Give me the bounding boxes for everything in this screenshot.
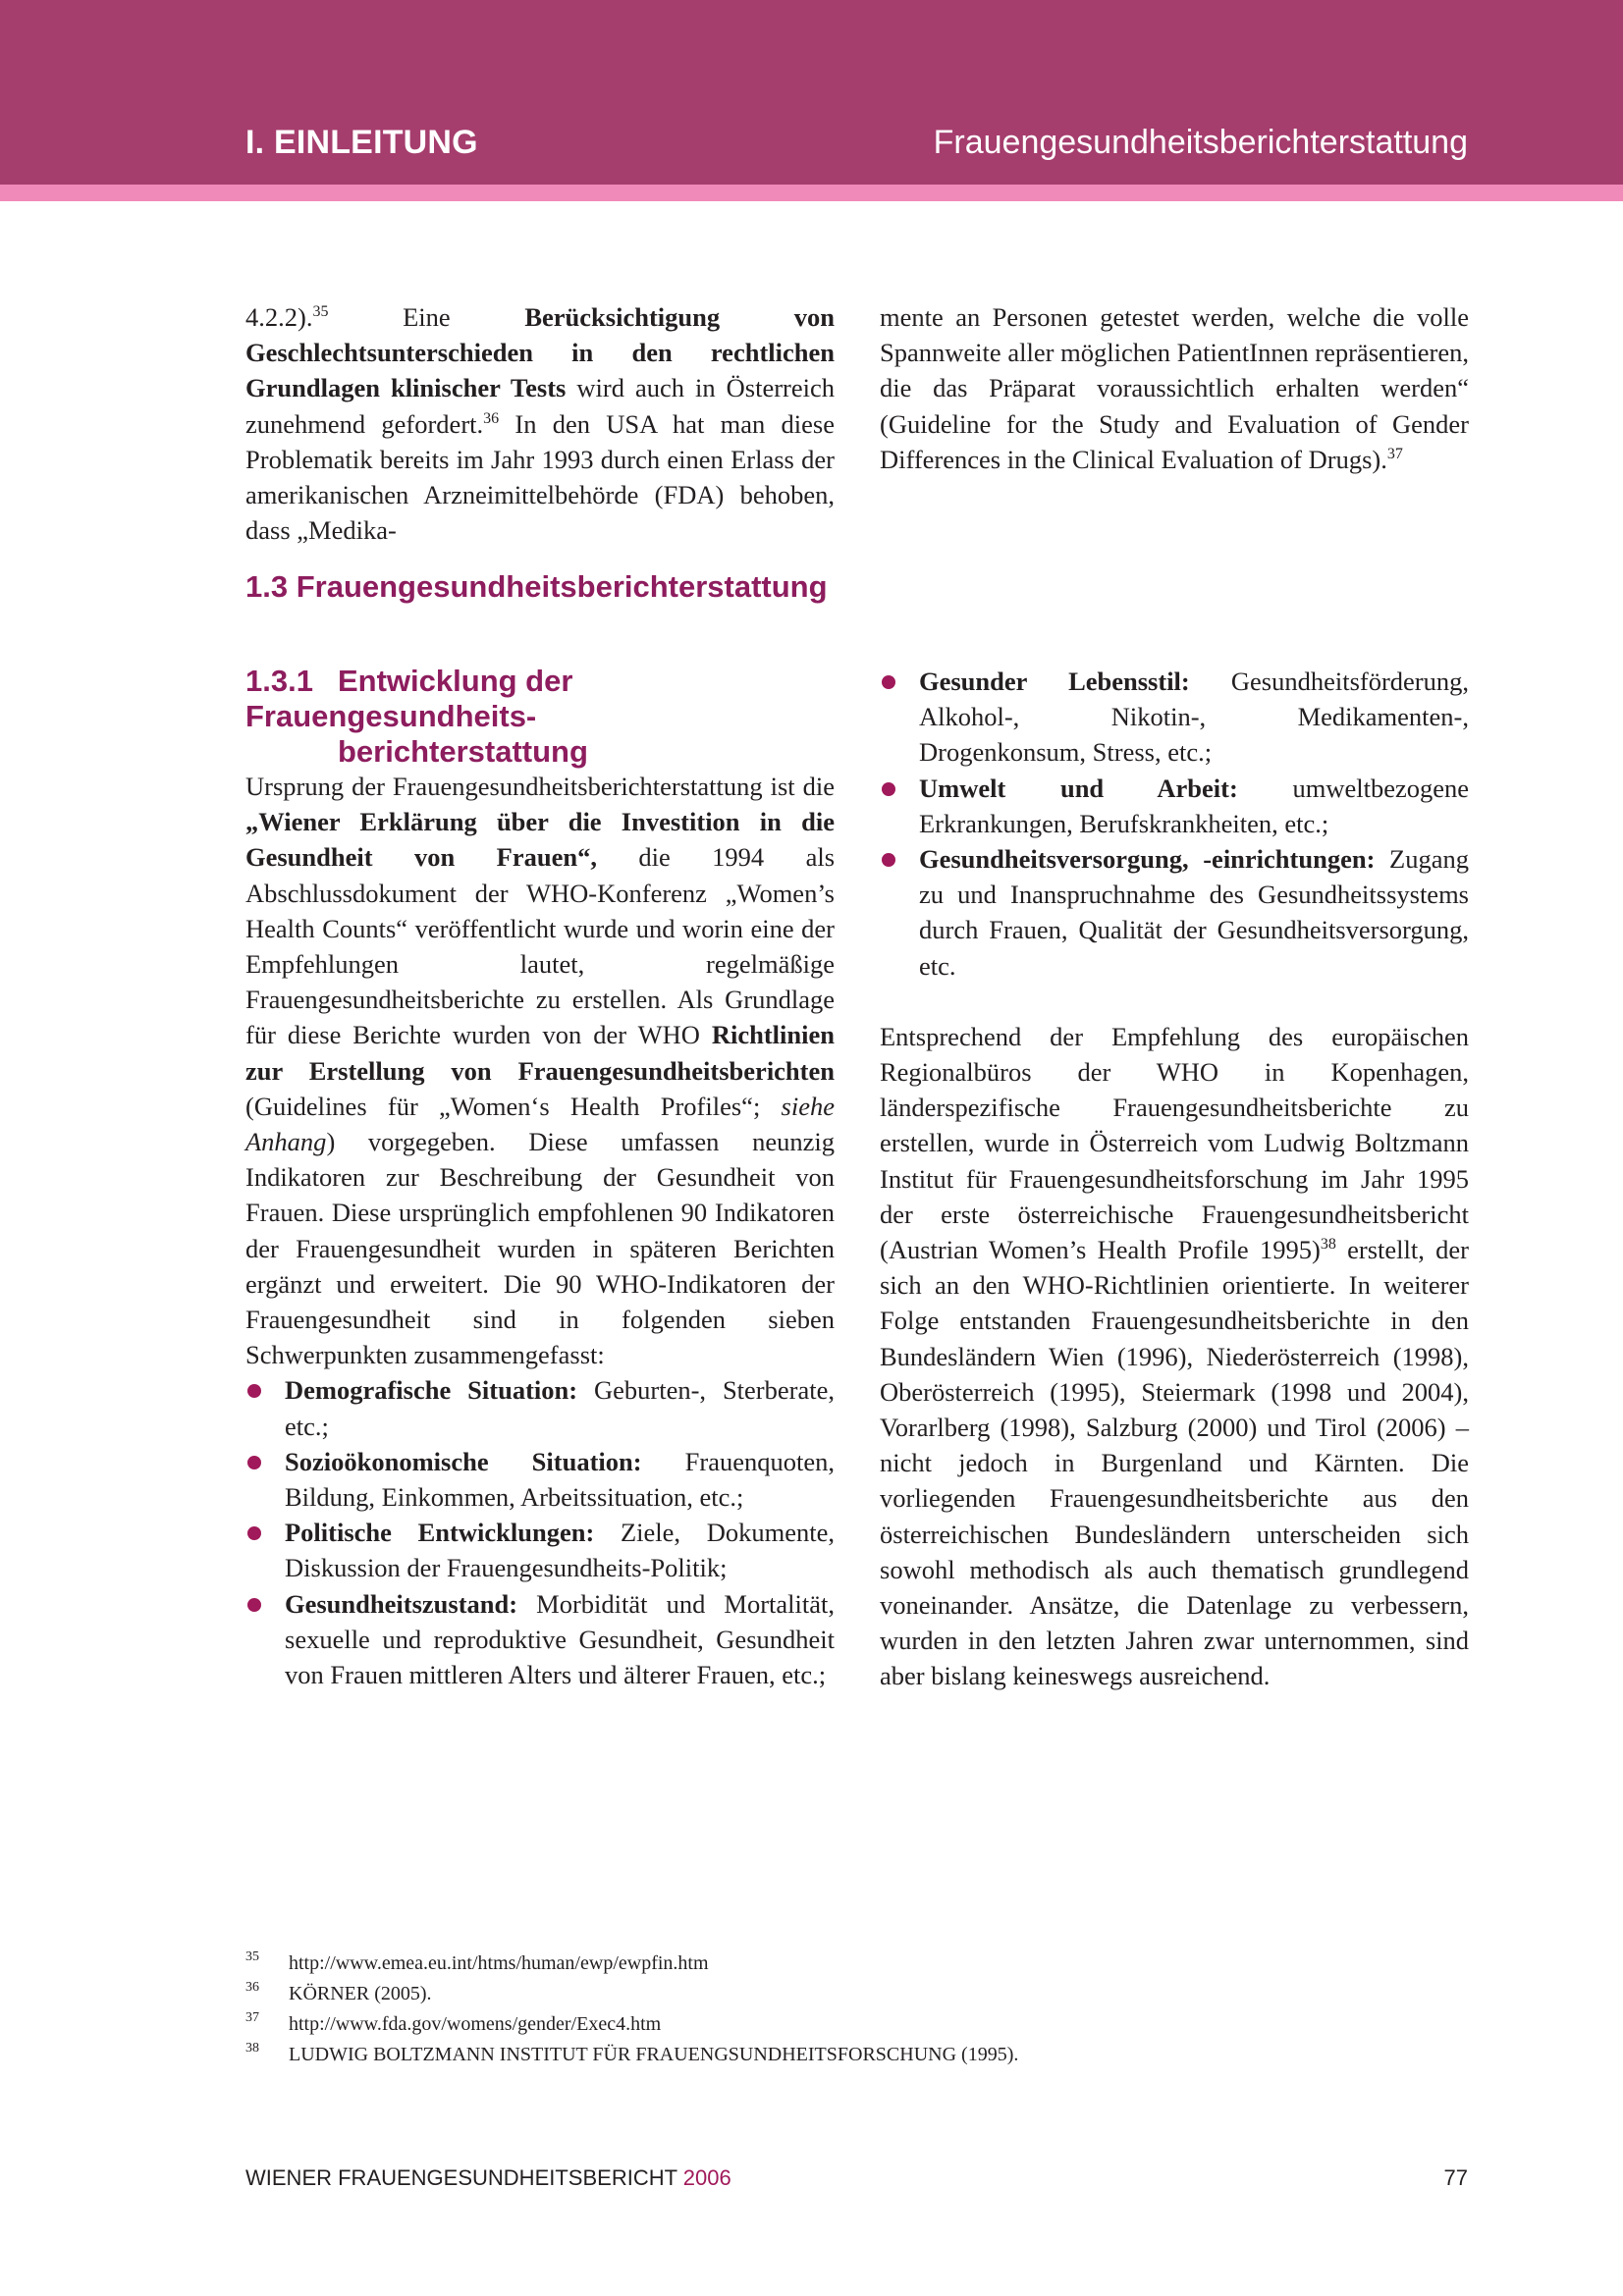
footnote: 36 KÖRNER (2005). — [245, 1980, 432, 2004]
list-item: Gesundheitszustand: Morbidität und Mortalität, sexuelle und reproduktive Gesundheit, Gesundheit von Frauen mittleren Alters und älterer Frauen, etc.; — [245, 1586, 835, 1693]
footnotes — [245, 1949, 1325, 2070]
list-item: Gesunder Lebensstil: Gesundheitsförderung, Alkohol-, Nikotin-, Medikamenten-, Drogenkonsum, Stress, etc.; — [880, 664, 1469, 771]
right-body-column — [880, 664, 1469, 1694]
footnote-ref: 35 — [312, 303, 329, 320]
list-item: Sozioökonomische Situation: Frauenquoten, Bildung, Einkommen, Arbeitssituation, etc.; — [245, 1444, 835, 1515]
list-item: Gesundheitsversorgung, -einrichtungen: Zugang zu und Inanspruchnahme des Gesundheitssystems durch Frauen, Qualität der Gesundheitsversorgung, etc. — [880, 841, 1469, 984]
header-stripe — [0, 185, 1623, 201]
focus-list-right — [880, 664, 1469, 984]
running-topic: Frauengesundheitsberichterstattung — [933, 124, 1468, 161]
chapter-title: I. EINLEITUNG — [245, 124, 478, 161]
footnote: 38 LUDWIG BOLTZMANN INSTITUT FÜR FRAUENGSUNDHEITSFORSCHUNG (1995). — [245, 2041, 1019, 2065]
subsection-title-line2: berichterstattung — [338, 734, 588, 769]
intro-right-column — [880, 299, 1469, 477]
list-item: Politische Entwicklungen: Ziele, Dokumente, Diskussion der Frauengesundheits-Politik; — [245, 1515, 835, 1585]
section-heading: 1.3 Frauengesundheitsberichterstattung — [245, 569, 828, 604]
subsection-number: 1.3.1 — [245, 664, 313, 698]
focus-list-left — [245, 1372, 835, 1692]
intro-left-column — [245, 299, 835, 548]
list-item: Demografische Situation: Geburten-, Sterberate, etc.; — [245, 1372, 835, 1443]
body-paragraph: Entsprechend der Empfehlung des europäischen Regionalbüros der WHO in Kopenhagen, länderspezifische Frauengesundheitsberichte zu erstellen, wurde in Österreich vom Ludwig Boltzmann Institut für Frauengesundheitsforschung im Jahr 1995 der erste österreichische Frauengesundheitsbericht (Austrian Women’s Health Profile 1995)$^{38}$ erstellt, der sich an den WHO-Richtlinien orientierte. In weiterer Folge entstanden Frauengesundheitsberichte in den Bundesländern Wien (1996), Niederösterreich (1998), Oberösterreich (1995), Steiermark (1998 und 2004), Vorarlberg (1998), Salzburg (2000) und Tirol (2006) – nicht jedoch in Burgenland und Kärnten. Die vorliegenden Frauengesundheitsberichte aus den österreichischen Bundesländern unterscheiden sich sowohl methodisch als auch thematisch grundlegend voneinander. Ansätze, die Datenlage zu verbessern, wurden in den letzten Jahren zwar unternommen, sind aber bislang keineswegs ausreichend. — [880, 1021, 1469, 1691]
subsection-title-line1: Entwicklung der Frauengesundheits- — [245, 664, 573, 733]
list-item: Umwelt und Arbeit: umweltbezogene Erkrankungen, Berufskrankheiten, etc.; — [880, 771, 1469, 841]
page-number: 77 — [1443, 2165, 1468, 2190]
intro-left-paragraph: 4.2.2).$^{35}$ Eine Berücksichtigung von Geschlechtsunterschieden in den rechtlichen Grundlagen klinischer Tests wird auch in Österreich zunehmend gefordert.$^{36}$ In den USA hat man diese Problematik bereits im Jahr 1993 durch einen Erlass der amerikanischen Arzneimittelbehörde (FDA) behoben, dass „Medika- — [245, 302, 835, 546]
footnote: 35 http://www.emea.eu.int/htms/human/ewp/ewpfin.htm — [245, 1949, 709, 1974]
footnote: 37 http://www.fda.gov/womens/gender/Exec4.htm — [245, 2010, 662, 2035]
body-paragraph: Ursprung der Frauengesundheitsberichterstattung ist die „Wiener Erklärung über die Investition in die Gesundheit von Frauen“, die 1994 als Abschlussdokument der WHO-Konferenz „Women’s Health Counts“ veröffentlicht wurde und worin eine der Empfehlungen lautet, regelmäßige Frauengesundheitsberichte zu erstellen. Als Grundlage für diese Berichte wurden von der WHO Richtlinien zur Erstellung von Frauengesundheitsberichten (Guidelines für „Women‘s Health Profiles“; siehe Anhang) vorgegeben. Diese umfassen neunzig Indikatoren zur Beschreibung der Gesundheit von Frauen. Diese ursprünglich empfohlenen 90 Indikatoren der Frauengesundheit wurden in späteren Berichten ergänzt und erweitert. Die 90 WHO-Indikatoren der Frauengesundheit sind in folgenden sieben Schwerpunkten zusammengefasst: — [245, 772, 836, 1370]
footer-publication-title: WIENER FRAUENGESUNDHEITSBERICHT 2006 — [245, 2165, 731, 2190]
intro-right-paragraph: mente an Personen getestet werden, welche die volle Spannweite aller möglichen PatientInnen repräsentieren, die das Präparat voraussichtlich erhalten werden“ (Guideline for the Study and Evaluation of Gender Differences in the Clinical Evaluation of Drugs).$^{37}$ — [880, 302, 1469, 474]
footnote-ref: 36 — [483, 409, 500, 427]
footer-year: 2006 — [682, 2165, 731, 2190]
footnote-ref: 37 — [1386, 445, 1403, 462]
subsection-heading — [245, 664, 835, 770]
footnote-ref: 38 — [1320, 1236, 1336, 1254]
left-body-column — [245, 769, 835, 1692]
